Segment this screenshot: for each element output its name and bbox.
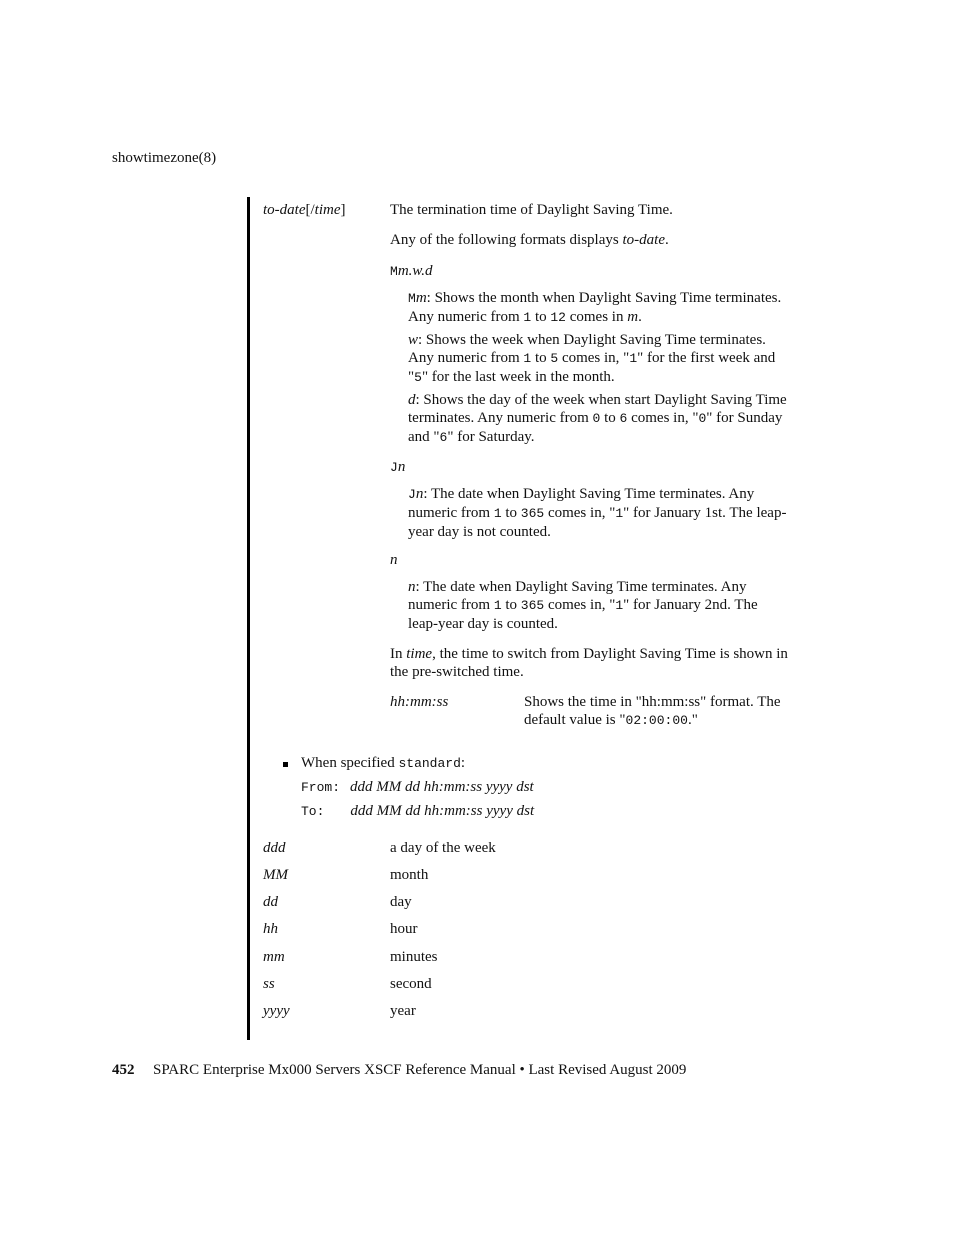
format-label-jn [390, 458, 405, 477]
glossary-term [263, 893, 278, 911]
code: standard [398, 756, 461, 771]
line: Shows the time in "hh:mm:ss" format. The [524, 694, 781, 710]
line [408, 368, 848, 387]
glossary-term [263, 866, 288, 884]
footer-title: SPARC Enterprise Mx000 Servers XSCF Reference Manual • Last Revised August 2009 [153, 1062, 687, 1078]
code: 1 [615, 598, 624, 613]
format-mwd-week [408, 331, 848, 387]
text: " for January 1st. The leap- [623, 505, 787, 521]
code: 6 [439, 430, 448, 445]
text: to [600, 410, 620, 426]
line [408, 596, 848, 615]
var: n [390, 552, 398, 568]
text: : Shows the week when Daylight Saving Time terminates. [418, 332, 766, 348]
glossary-term [263, 1002, 290, 1020]
text: Any of the following formats displays [390, 232, 623, 248]
var: ddd MM dd hh:mm:ss yyyy dst [350, 779, 534, 795]
var: mm [263, 949, 285, 965]
line [390, 645, 840, 663]
standard-lead [301, 754, 465, 773]
glossary-desc: year [390, 1003, 416, 1019]
text: , the time to switch from Daylight Saving Time is shown in [432, 646, 788, 662]
line: year day is not counted. [408, 524, 551, 540]
line [408, 485, 838, 504]
text: comes in, " [627, 410, 699, 426]
term-part: [/ [305, 202, 315, 218]
text: comes in, " [558, 350, 630, 366]
text: When specified [301, 755, 399, 771]
code: M [408, 291, 416, 306]
code: J [390, 460, 398, 475]
format-mwd-month [408, 289, 848, 327]
text: " [408, 369, 415, 385]
text: . [638, 309, 642, 325]
term-part: to-date [263, 202, 306, 218]
text: and " [408, 429, 440, 445]
line [408, 391, 848, 409]
text: Any numeric from [408, 309, 524, 325]
code: J [408, 487, 416, 502]
running-header: showtimezone(8) [112, 150, 217, 166]
code: 1 [615, 506, 624, 521]
glossary-desc: day [390, 894, 412, 910]
line [524, 711, 834, 730]
code: 1 [493, 598, 502, 613]
code: 5 [550, 351, 559, 366]
glossary-term [263, 839, 286, 857]
text: comes in, " [544, 505, 616, 521]
text: " for the first week and [637, 350, 776, 366]
text: numeric from [408, 505, 494, 521]
text: to-date [622, 232, 665, 248]
code: 1 [629, 351, 638, 366]
term-part: time [314, 202, 341, 218]
format-mwd-day [408, 391, 848, 447]
text: comes in [565, 309, 628, 325]
line [408, 578, 848, 596]
line: leap-year day is counted. [408, 616, 558, 632]
code: 0 [592, 411, 601, 426]
code: M [390, 264, 398, 279]
code: 1 [523, 310, 532, 325]
line [408, 409, 848, 428]
format-n-desc [408, 578, 848, 633]
glossary-desc: second [390, 976, 432, 992]
text: terminates. Any numeric from [408, 410, 593, 426]
standard-to [301, 802, 534, 821]
hhmmss-term [390, 693, 448, 711]
line [408, 349, 848, 368]
var: MM [263, 867, 288, 883]
change-bar [247, 197, 250, 1040]
glossary-desc: a day of the week [390, 840, 496, 856]
text: ." [687, 712, 698, 728]
text: comes in, " [544, 597, 616, 613]
format-label-n [390, 551, 398, 569]
term-description: The termination time of Daylight Saving Time. [390, 202, 673, 218]
text: " for the last week in the month. [421, 369, 615, 385]
text: : Shows the month when Daylight Saving Time terminates. [426, 290, 782, 306]
hhmmss-desc [524, 693, 834, 730]
code: 5 [414, 370, 422, 385]
var: m [627, 309, 639, 325]
text: " for Sunday [706, 410, 783, 426]
code: 12 [550, 310, 566, 325]
text: In [390, 646, 407, 662]
term-to-date [263, 201, 346, 219]
text: to [531, 350, 551, 366]
glossary-desc: minutes [390, 949, 438, 965]
text: : The date when Daylight Saving Time terminates. Any [415, 579, 747, 595]
code: 1 [523, 351, 532, 366]
code: 02:00:00 [625, 713, 688, 728]
text: to [531, 309, 551, 325]
line: the pre-switched time. [390, 664, 524, 680]
text: default value is " [524, 712, 626, 728]
code: 0 [698, 411, 707, 426]
line [408, 331, 848, 349]
glossary-desc: hour [390, 921, 418, 937]
text: : [460, 755, 466, 771]
var: time [406, 646, 433, 662]
code: 365 [520, 598, 545, 613]
var: w [408, 332, 419, 348]
format-label-mwd [390, 262, 433, 281]
text: to [501, 597, 521, 613]
line [408, 308, 848, 327]
text: : Shows the day of the week when start Daylight Saving Time [415, 392, 787, 408]
term-part: ] [340, 202, 346, 218]
var: n [408, 579, 416, 595]
glossary-term [263, 975, 275, 993]
text: " for January 2nd. The [623, 597, 758, 613]
line [408, 289, 848, 308]
text: " for Saturday. [447, 429, 535, 445]
formats-intro [390, 231, 669, 249]
code: To: [301, 804, 325, 819]
line [408, 504, 838, 523]
var: hh [263, 921, 278, 937]
glossary-term [263, 920, 278, 938]
code: 6 [619, 411, 628, 426]
text: numeric from [408, 597, 494, 613]
line [408, 428, 848, 447]
standard-from [301, 778, 534, 797]
code: From: [301, 780, 341, 795]
var: ddd MM dd hh:mm:ss yyyy dst [350, 803, 535, 819]
glossary-desc: month [390, 867, 429, 883]
var: m [415, 290, 427, 306]
var: n [397, 459, 406, 475]
var: dd [263, 894, 278, 910]
text: m.w.d [397, 263, 433, 279]
time-note [390, 645, 840, 681]
code: 1 [493, 506, 502, 521]
var: ss [263, 976, 275, 992]
glossary-term [263, 948, 285, 966]
text: Any numeric from [408, 350, 524, 366]
var: ddd [263, 840, 286, 856]
text: to [501, 505, 521, 521]
var: n [415, 486, 424, 502]
code: 365 [520, 506, 545, 521]
text: : The date when Daylight Saving Time terminates. Any [423, 486, 755, 502]
bullet-icon [283, 762, 288, 767]
var: hh:mm:ss [390, 694, 449, 710]
text: . [664, 232, 669, 248]
var: d [408, 392, 416, 408]
var: yyyy [263, 1003, 290, 1019]
page-number: 452 [112, 1062, 135, 1078]
format-jn-desc [408, 485, 838, 541]
